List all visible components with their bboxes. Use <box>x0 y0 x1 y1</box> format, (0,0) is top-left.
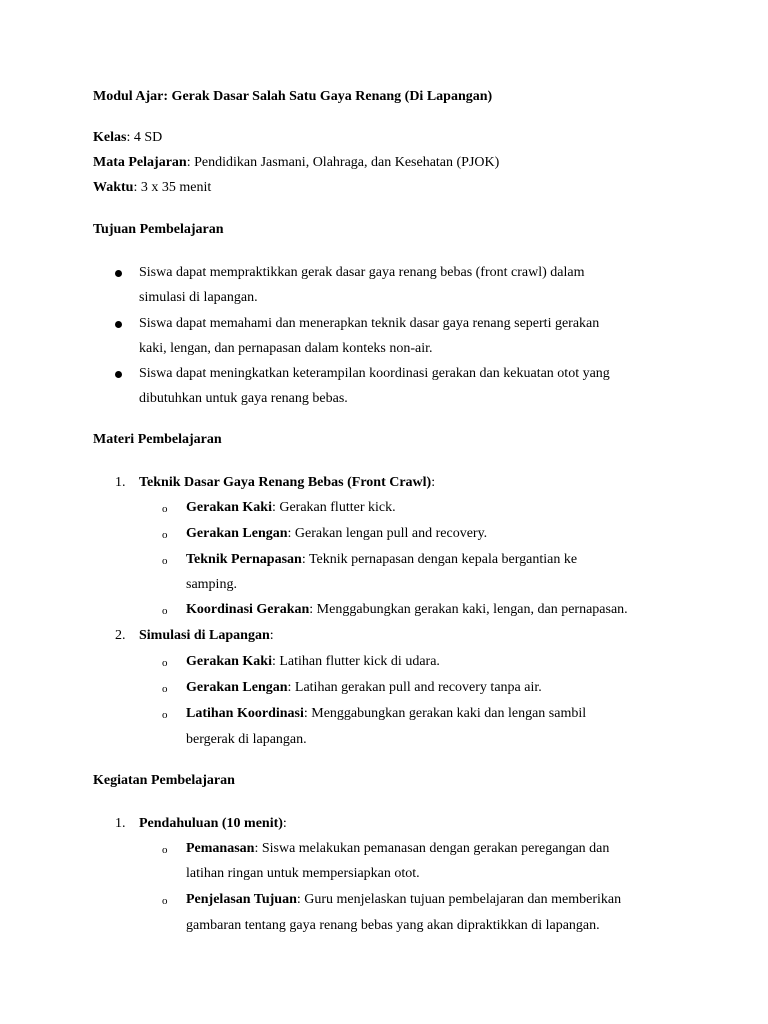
materi-1-sub-4: Koordinasi Gerakan: Menggabungkan gerakan kaki, lengan, dan pernapasan. <box>186 602 628 617</box>
materi-2-sub-3: Latihan Koordinasi: Menggabungkan gerakan kaki dan lengan sambil <box>186 706 587 721</box>
circle-bullet-icon: o <box>162 683 168 695</box>
circle-bullet-icon: o <box>162 709 168 721</box>
meta-kelas-value: : 4 SD <box>126 130 163 145</box>
bullet-icon <box>115 270 122 277</box>
tujuan-item-1-line-1: Siswa dapat mempraktikkan gerak dasar gaya renang bebas (front crawl) dalam <box>139 265 585 280</box>
meta-kelas <box>93 129 162 147</box>
bullet-icon <box>115 321 122 328</box>
materi-item-1-title: Teknik Dasar Gaya Renang Bebas (Front Crawl): <box>139 475 436 490</box>
meta-waktu <box>93 179 211 197</box>
tujuan-item-2-line-1: Siswa dapat memahami dan menerapkan teknik dasar gaya renang seperti gerakan <box>139 316 600 331</box>
circle-bullet-icon: o <box>162 605 168 617</box>
materi-2-sub-2: Gerakan Lengan: Latihan gerakan pull and recovery tanpa air. <box>186 680 542 695</box>
document-title: Modul Ajar: Gerak Dasar Salah Satu Gaya Renang (Di Lapangan) <box>93 89 493 104</box>
circle-bullet-icon: o <box>162 555 168 567</box>
kegiatan-item-1-number: 1. <box>115 816 126 831</box>
kegiatan-heading: Kegiatan Pembelajaran <box>93 773 235 788</box>
materi-2-sub-1: Gerakan Kaki: Latihan flutter kick di udara. <box>186 654 440 669</box>
meta-mapel-value: : Pendidikan Jasmani, Olahraga, dan Kesehatan (PJOK) <box>186 155 500 170</box>
materi-heading: Materi Pembelajaran <box>93 432 222 447</box>
tujuan-heading: Tujuan Pembelajaran <box>93 222 224 237</box>
kegiatan-1-sub-1: Pemanasan: Siswa melakukan pemanasan dengan gerakan peregangan dan <box>186 841 610 856</box>
materi-item-2-number: 2. <box>115 628 126 643</box>
materi-item-2-title: Simulasi di Lapangan: <box>139 628 274 643</box>
circle-bullet-icon: o <box>162 895 168 907</box>
materi-1-sub-3: Teknik Pernapasan: Teknik pernapasan dengan kepala bergantian ke <box>186 552 578 567</box>
bullet-icon <box>115 371 122 378</box>
circle-bullet-icon: o <box>162 844 168 856</box>
materi-1-sub-3-line-2: samping. <box>186 577 237 592</box>
meta-mapel-label: Mata Pelajaran <box>93 155 187 170</box>
meta-waktu-label: Waktu <box>93 180 134 195</box>
tujuan-item-3-line-2: dibutuhkan untuk gaya renang bebas. <box>139 391 348 406</box>
meta-mapel <box>93 154 499 172</box>
materi-2-sub-3-line-2: bergerak di lapangan. <box>186 732 307 747</box>
kegiatan-1-sub-2: Penjelasan Tujuan: Guru menjelaskan tujuan pembelajaran dan memberikan <box>186 892 622 907</box>
meta-kelas-label: Kelas <box>93 130 127 145</box>
tujuan-item-1-line-2: simulasi di lapangan. <box>139 290 258 305</box>
circle-bullet-icon: o <box>162 503 168 515</box>
meta-waktu-value: : 3 x 35 menit <box>133 180 212 195</box>
kegiatan-1-sub-1-line-2: latihan ringan untuk mempersiapkan otot. <box>186 866 420 881</box>
tujuan-item-3-line-1: Siswa dapat meningkatkan keterampilan koordinasi gerakan dan kekuatan otot yang <box>139 366 610 381</box>
materi-1-sub-2: Gerakan Lengan: Gerakan lengan pull and recovery. <box>186 526 488 541</box>
tujuan-item-2-line-2: kaki, lengan, dan pernapasan dalam konteks non-air. <box>139 341 433 356</box>
materi-item-1-number: 1. <box>115 475 126 490</box>
materi-1-sub-1: Gerakan Kaki: Gerakan flutter kick. <box>186 500 396 515</box>
kegiatan-item-1-title: Pendahuluan (10 menit): <box>139 816 287 831</box>
circle-bullet-icon: o <box>162 657 168 669</box>
circle-bullet-icon: o <box>162 529 168 541</box>
kegiatan-1-sub-2-line-2: gambaran tentang gaya renang bebas yang akan dipraktikkan di lapangan. <box>186 918 600 933</box>
